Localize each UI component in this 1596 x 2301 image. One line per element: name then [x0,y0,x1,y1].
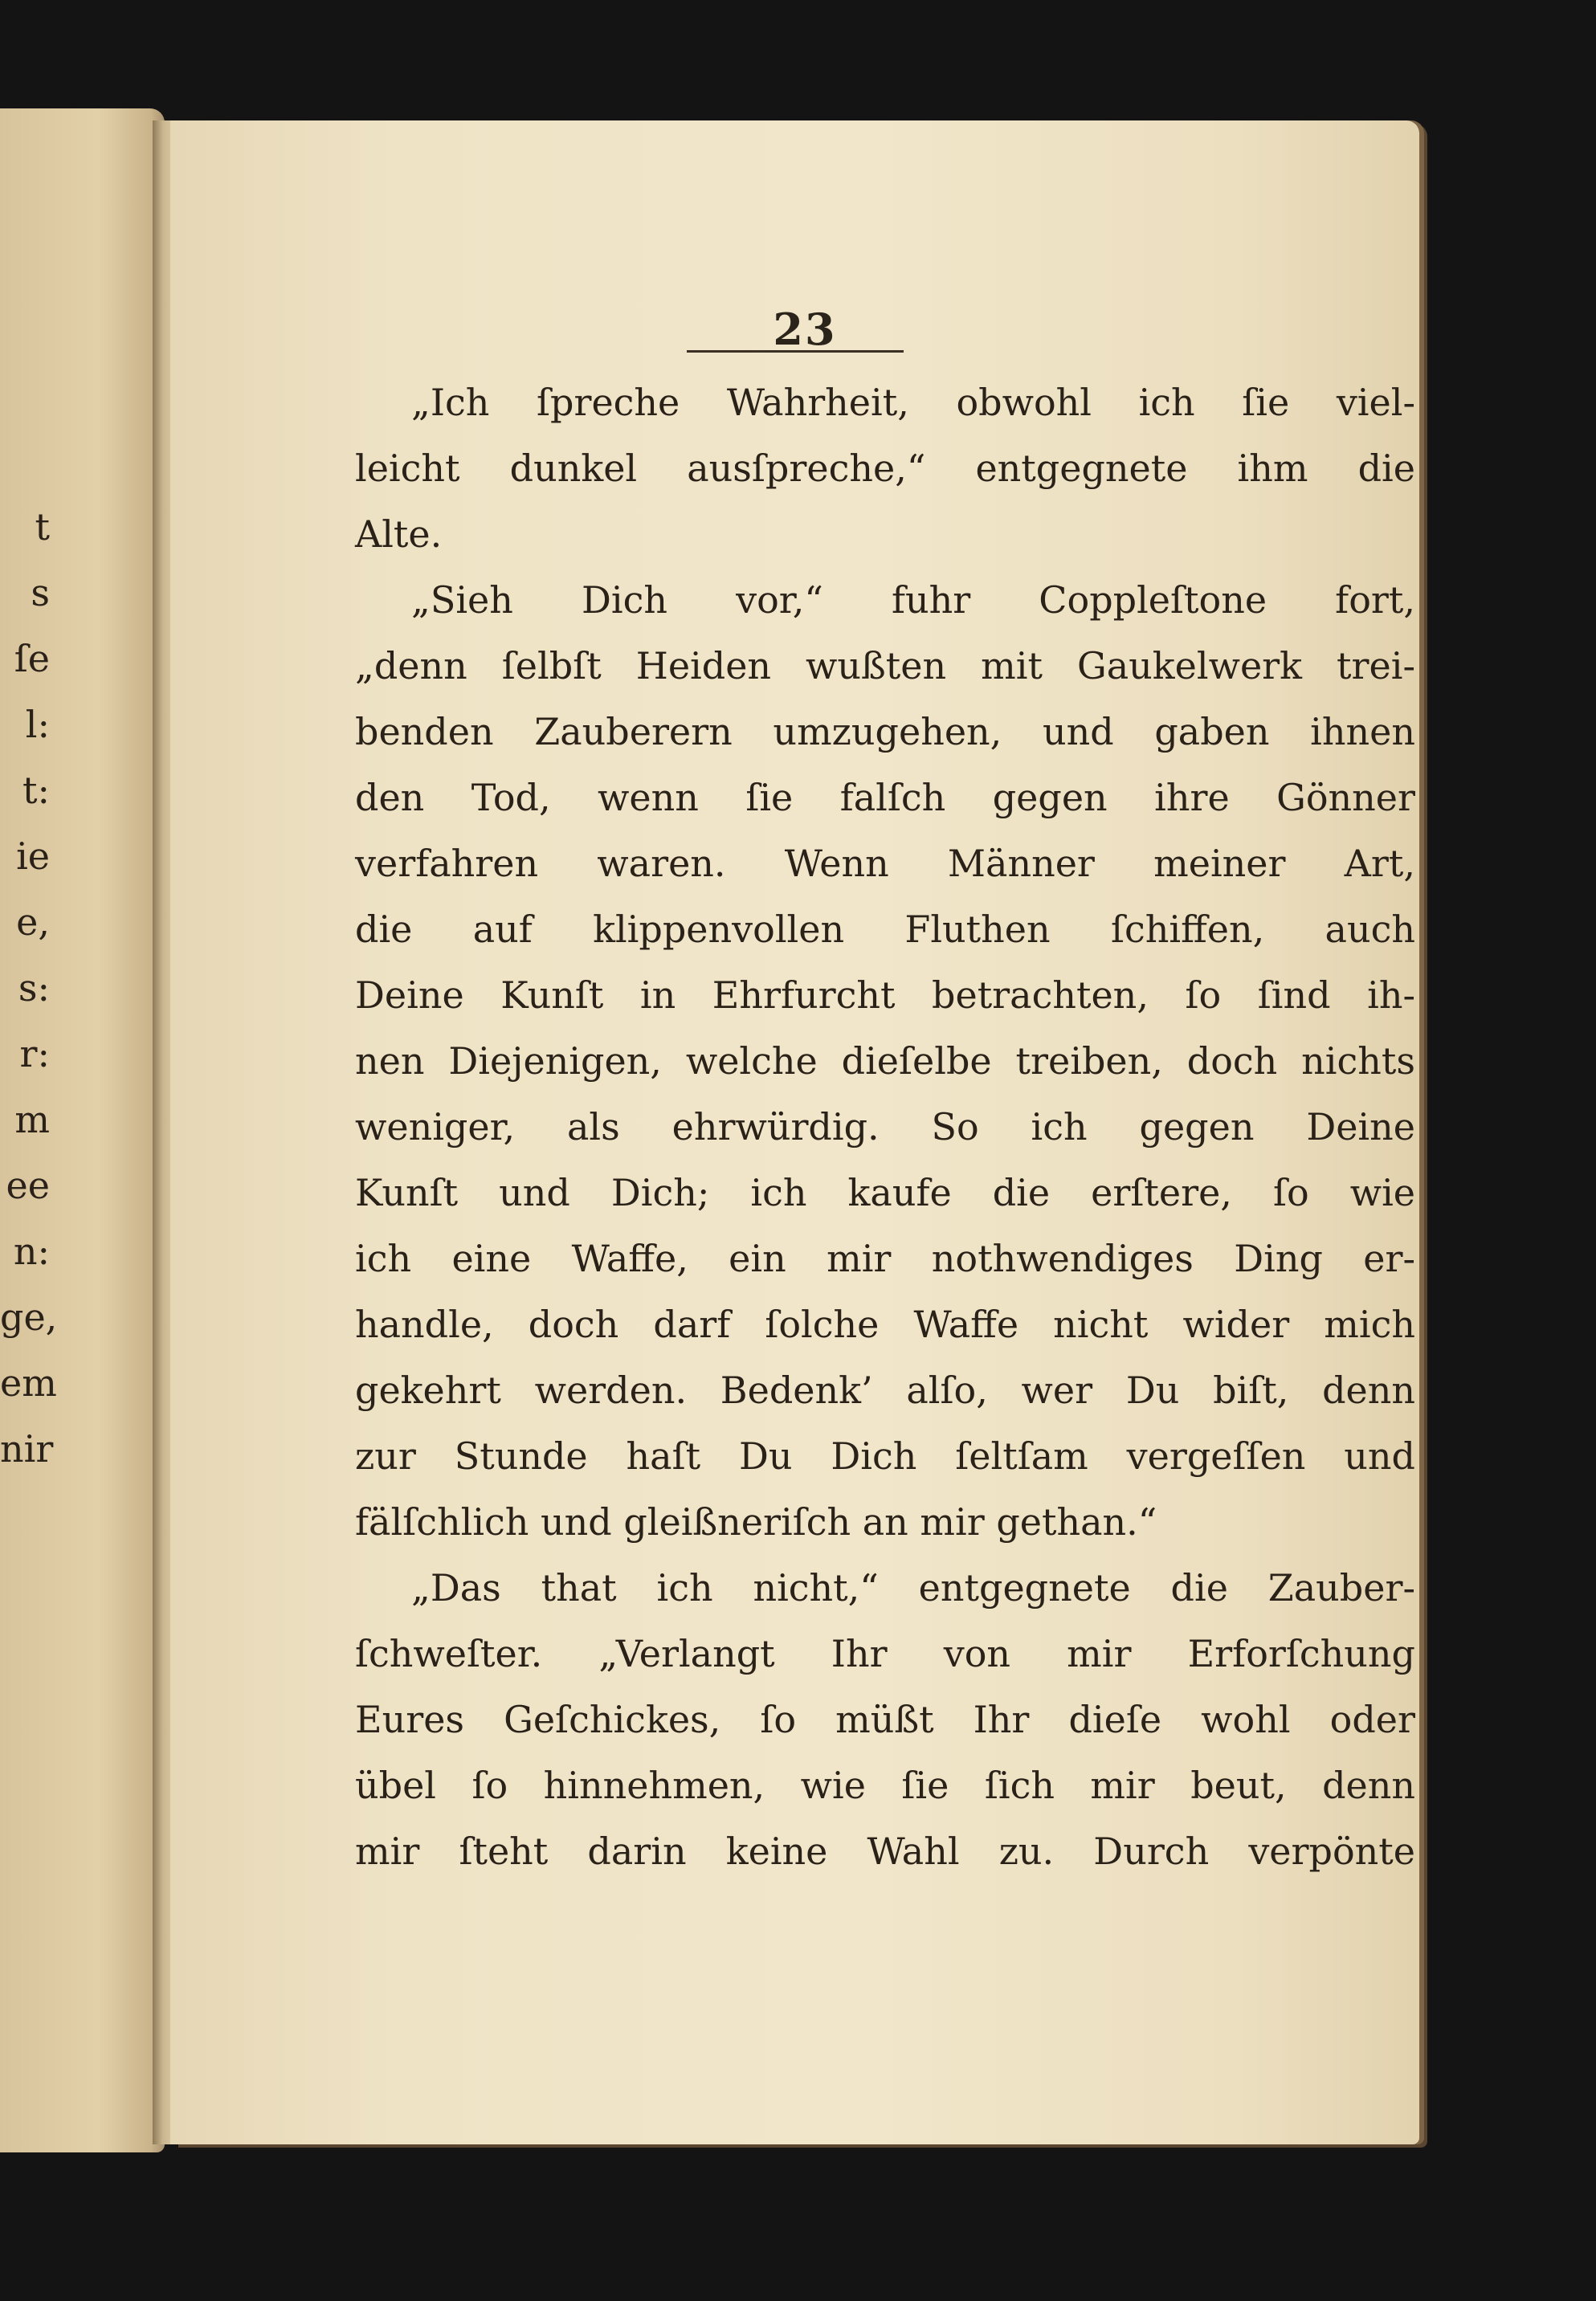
text-line: handle, doch darf ſolche Waffe nicht wider mich [355,1303,1415,1346]
text-line: Alte. [355,512,443,556]
previous-page-fragment: ſe [14,637,50,680]
previous-page-fragment: r: [19,1032,50,1075]
text-line: mir ſteht darin keine Wahl zu. Durch verpönte [355,1830,1415,1873]
text-line: übel ſo hinnehmen, wie ſie ſich mir beut, denn [355,1764,1415,1807]
text-line: Eures Geſchickes, ſo müßt Ihr dieſe wohl oder [355,1698,1415,1741]
text-line: verfahren waren. Wenn Männer meiner Art, [355,842,1415,885]
text-line: benden Zauberern umzugehen, und gaben ihnen [355,710,1415,753]
text-line: ſchweſter. „Verlangt Ihr von mir Erforſchung [355,1632,1415,1675]
page-number: 23 [773,304,837,355]
header-rule [687,350,904,353]
page-header [676,305,933,353]
text-line: weniger, als ehrwürdig. So ich gegen Deine [355,1105,1415,1148]
text-line: „Sieh Dich vor,“ fuhr Coppleſtone fort, [411,578,1415,622]
page-text [355,369,1415,1976]
previous-page-fragment: e, [16,900,50,944]
text-line: Deine Kunſt in Ehrfurcht betrachten, ſo ſind ih- [355,973,1415,1017]
book-page [170,120,1419,2144]
text-line: leicht dunkel ausſpreche,“ entgegnete ihm die [355,447,1415,490]
previous-page-text-fragments [0,494,56,1482]
previous-page-fragment: ge, [0,1295,58,1339]
text-line: zur Stunde haſt Du Dich ſeltſam vergeſſen und [355,1434,1415,1478]
previous-page-fragment: t [35,505,50,549]
previous-page-fragment: m [14,1098,50,1141]
text-line: „Das that ich nicht,“ entgegnete die Zauber- [411,1566,1415,1609]
previous-page-fragment: s [31,571,50,614]
text-line: „Ich ſpreche Wahrheit, obwohl ich ſie viel- [411,381,1415,424]
text-line: ich eine Waffe, ein mir nothwendiges Ding er- [355,1237,1415,1280]
previous-page-fragment: ee [6,1164,50,1207]
text-line: „denn ſelbſt Heiden wußten mit Gaukelwerk trei- [355,644,1415,687]
text-line: den Tod, wenn ſie falſch gegen ihre Gönner [355,776,1415,819]
previous-page [0,108,165,2152]
previous-page-fragment: n: [13,1230,50,1273]
previous-page-fragment: nir [0,1427,54,1471]
previous-page-fragment: ie [16,834,50,878]
previous-page-fragment: s: [18,966,50,1010]
text-line: gekehrt werden. Bedenk’ alſo, wer Du biſt, denn [355,1369,1415,1412]
text-line: Kunſt und Dich; ich kaufe die erſtere, ſo wie [355,1171,1415,1214]
text-line: fälſchlich und gleißneriſch an mir gethan.“ [355,1500,1157,1544]
previous-page-fragment: em [0,1361,57,1405]
text-line: nen Diejenigen, welche dieſelbe treiben, doch nichts [355,1039,1415,1083]
previous-page-fragment: t: [22,769,50,812]
text-line: die auf klippenvollen Fluthen ſchiffen, auch [355,908,1415,951]
previous-page-fragment: l: [25,703,50,746]
